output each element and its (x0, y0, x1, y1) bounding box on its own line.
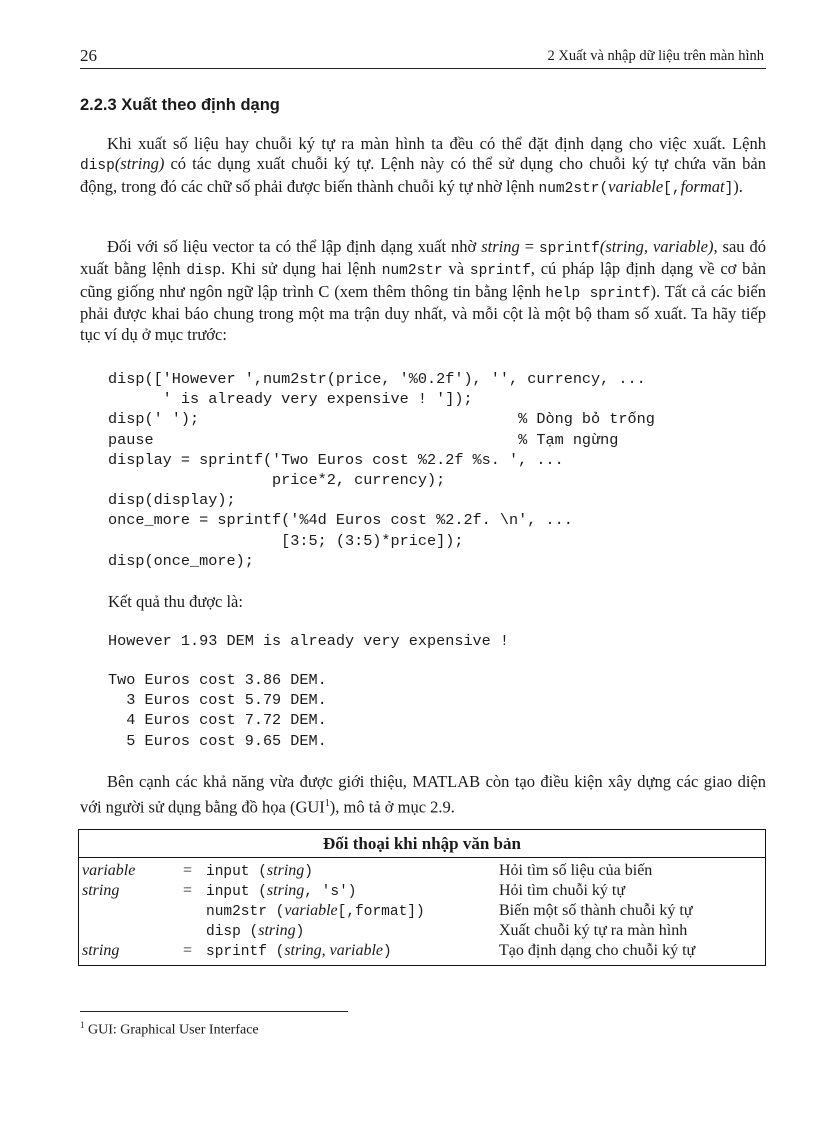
footnote: $^1$ GUI: Graphical User Interface (80, 1020, 259, 1038)
footnote-ref: 1 (324, 797, 330, 809)
code-line: disp(once_more); (108, 551, 254, 570)
code-line: once_more = sprintf('%4d Euros cost %2.2f. \n', ... (108, 511, 573, 530)
output-line: 3 Euros cost 5.79 DEM. (108, 691, 327, 710)
table-row: string = sprintf (string, variable) Tạo định dạng cho chuỗi ký tự (82, 942, 696, 960)
header-rule (80, 68, 766, 69)
table-row: variable = input (string) Hỏi tìm số liệu của biến (82, 862, 653, 880)
table-row: disp (string) Xuất chuỗi ký tự ra màn hình (206, 922, 688, 940)
code-line: pause % Tạm ngừng (108, 430, 619, 449)
section-heading: 2.2.3 Xuất theo định dạng (80, 96, 280, 114)
code-block (108, 369, 655, 571)
page-number: 26 (80, 46, 97, 65)
summary-table (78, 829, 766, 966)
footnote-rule (80, 1011, 348, 1012)
result-label: Kết quả thu được là: (108, 592, 243, 611)
output-line: Two Euros cost 3.86 DEM. (108, 671, 327, 689)
table-row: string = input (string, 's') Hỏi tìm chuỗi ký tự (82, 882, 625, 900)
running-title: 2 Xuất và nhập dữ liệu trên màn hình (547, 48, 764, 64)
output-line: However 1.93 DEM is already very expensive ! (108, 632, 510, 650)
output-block (108, 670, 327, 751)
code-line: ' is already very expensive ! ']); (108, 390, 473, 409)
code-line: disp(display); (108, 491, 236, 510)
code-line: disp(['However ',num2str(price, '%0.2f'), '', currency, ... (108, 370, 646, 388)
table-rule (79, 857, 765, 858)
code-line: disp(' '); % Dòng bỏ trống (108, 410, 655, 429)
paragraph-1: Khi xuất số liệu hay chuỗi ký tự ra màn hình ta đều có thể đặt định dạng cho việc xuất. Lệnh disp(string) có tác dụng xuất chuỗi ký tự. Lệnh này có thể sử dụng cho chuỗi ký tự chứa văn bản động, trong đó các chữ số phải được biến thành chuỗi ký tự nhờ lệnh num2str(variable[,format]). (80, 134, 766, 197)
table-row: num2str (variable[,format]) Biến một số thành chuỗi ký tự (206, 902, 693, 920)
table-title: Đối thoại khi nhập văn bản (323, 834, 521, 853)
code-line: price*2, currency); (108, 471, 446, 490)
paragraph-3: Bên cạnh các khả năng vừa được giới thiệu, MATLAB còn tạo điều kiện xây dựng các giao diện với người sử dụng bằng đồ họa (GUI$^1$), mô tả ở mục 2.9. (80, 772, 766, 816)
output-line: 4 Euros cost 7.72 DEM. (108, 711, 327, 730)
paragraph-2: Đối với số liệu vector ta có thể lập định dạng xuất nhờ string = sprintf(string, variable), sau đó xuất bằng lệnh disp. Khi sử dụng hai lệnh num2str và sprintf, cú pháp lập định dạng về cơ bản cũng giống như ngôn ngữ lập trình C (xem thêm thông tin bằng lệnh help sprintf). Tất cả các biến phải được khai báo chung trong một ma trận duy nhất, và mỗi cột là một bộ tham số xuất. Ta hãy tiếp tục ví dụ ở mục trước: (80, 237, 767, 344)
code-line: display = sprintf('Two Euros cost %2.2f %s. ', ... (108, 450, 564, 469)
output-line: 5 Euros cost 9.65 DEM. (108, 731, 327, 750)
code-line: [3:5; (3:5)*price]); (108, 531, 464, 550)
